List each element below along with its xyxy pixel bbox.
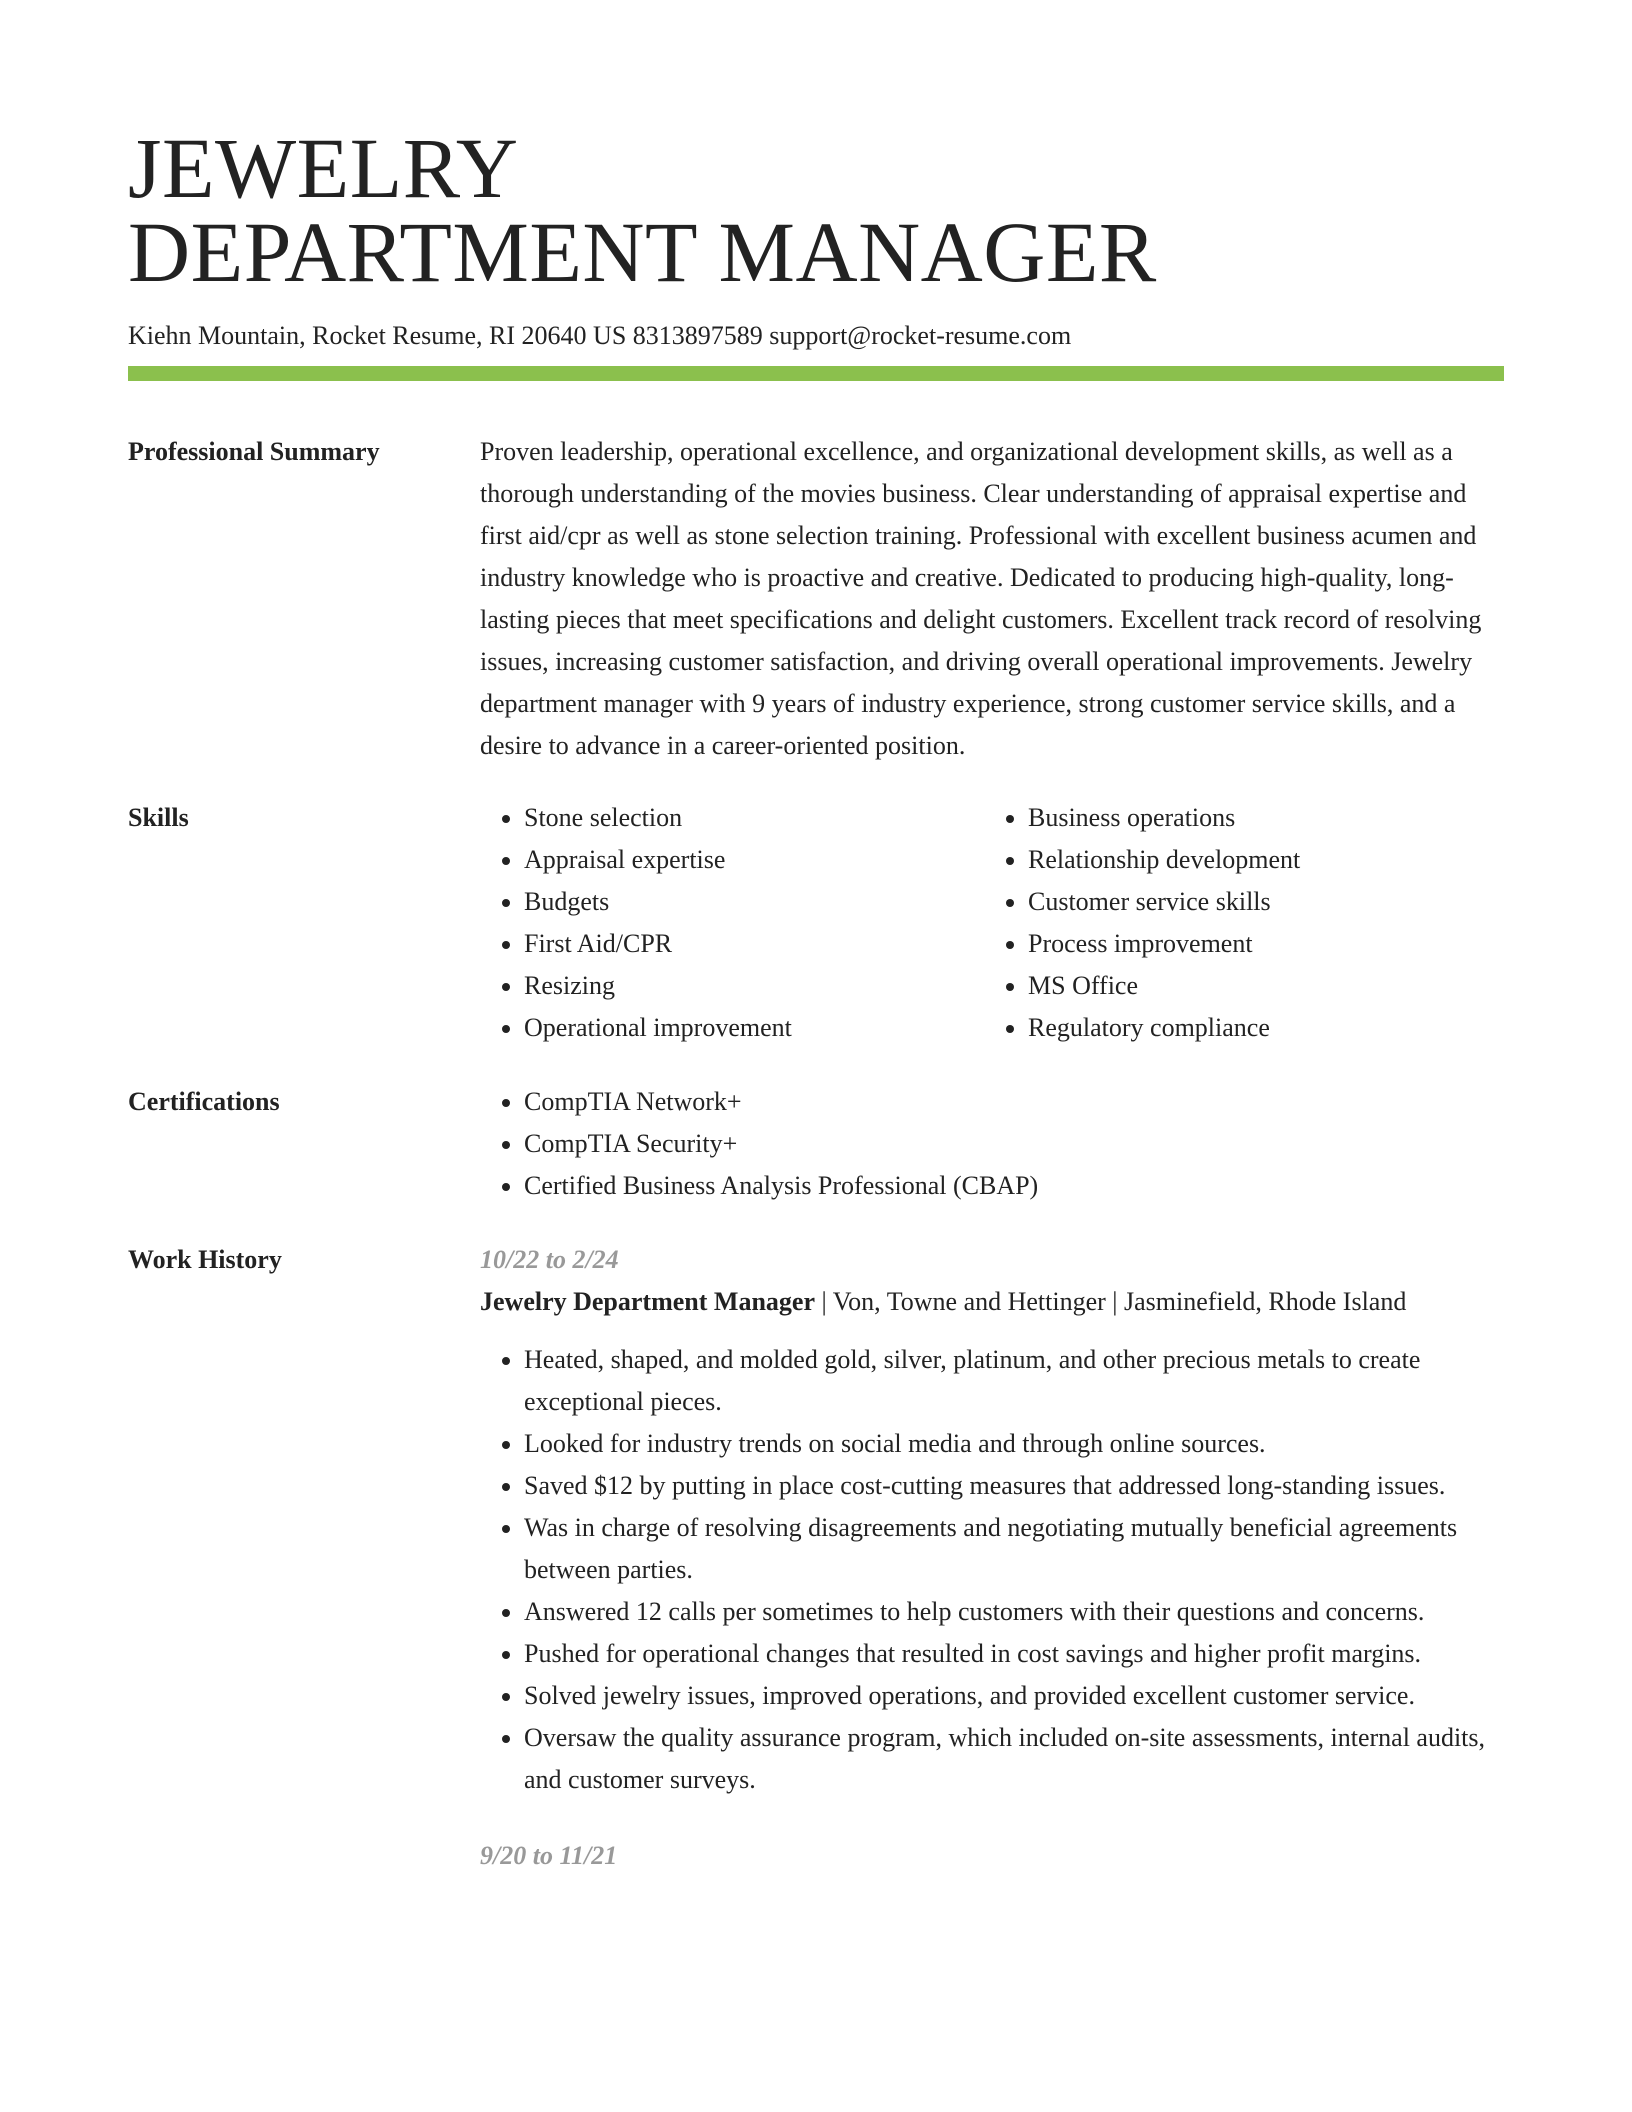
job-bullet: • Heated, shaped, and molded gold, silver, platinum, and other precious metals to create exceptional pieces. <box>524 1339 1504 1423</box>
certification-item: • CompTIA Security+ <box>524 1123 1504 1165</box>
certification-item: • CompTIA Network+ <box>524 1081 1504 1123</box>
summary-text: Proven leadership, operational excellence, and organizational development skills, as well as a thorough understanding of the movies business. Clear understanding of appraisal expertise and first aid/cpr as well as stone selection training. Professional with excellent business acumen and industry knowledge who is proactive and creative. Dedicated to producing high-quality, long-lasting pieces that meet specifications and delight customers. Excellent track record of resolving issues, increasing customer satisfaction, and driving overall operational improvements. Jewelry department manager with 9 years of industry experience, strong customer service skills, and a desire to advance in a career-oriented position. <box>480 437 1482 760</box>
job-bullet: • Solved jewelry issues, improved operations, and provided excellent customer service. <box>524 1675 1504 1717</box>
skill-item: • Stone selection <box>524 797 984 839</box>
skills-section <box>128 797 1504 1049</box>
resume-page <box>128 0 1504 1877</box>
certifications-label: Certifications <box>128 1087 280 1116</box>
job-title: Jewelry Department Manager <box>480 1287 815 1316</box>
summary-section <box>128 431 1504 767</box>
job-dates: 9/20 to 11/21 <box>480 1841 618 1870</box>
skill-item: • Operational improvement <box>524 1007 984 1049</box>
job-bullet: • Oversaw the quality assurance program, which included on-site assessments, internal audits, and customer surveys. <box>524 1717 1504 1801</box>
certifications-section <box>128 1081 1504 1207</box>
skill-item: • MS Office <box>1028 965 1504 1007</box>
contact-line: Kiehn Mountain, Rocket Resume, RI 20640 US 8313897589 support@rocket-resume.com <box>128 321 1072 350</box>
skill-item: • Customer service skills <box>1028 881 1504 923</box>
skill-item: • Budgets <box>524 881 984 923</box>
job-details: | Von, Towne and Hettinger | Jasminefield, Rhode Island <box>815 1287 1407 1316</box>
job-bullet: • Answered 12 calls per sometimes to help customers with their questions and concerns. <box>524 1591 1504 1633</box>
job-bullet: • Pushed for operational changes that resulted in cost savings and higher profit margins. <box>524 1633 1504 1675</box>
accent-divider <box>128 366 1504 381</box>
skill-item: • Regulatory compliance <box>1028 1007 1504 1049</box>
skills-label: Skills <box>128 803 189 832</box>
skills-list-right <box>984 797 1504 1049</box>
skill-item: • Appraisal expertise <box>524 839 984 881</box>
job-dates: 10/22 to 2/24 <box>480 1245 619 1274</box>
resume-title <box>128 0 1504 300</box>
certification-item: • Certified Business Analysis Professional (CBAP) <box>524 1165 1504 1207</box>
certifications-list <box>480 1081 1504 1207</box>
skill-item: • Process improvement <box>1028 923 1504 965</box>
job-bullet: • Looked for industry trends on social media and through online sources. <box>524 1423 1504 1465</box>
skill-item: • First Aid/CPR <box>524 923 984 965</box>
skill-item: • Business operations <box>1028 797 1504 839</box>
job-bullet: • Was in charge of resolving disagreements and negotiating mutually beneficial agreements between parties. <box>524 1507 1504 1591</box>
skill-item: • Resizing <box>524 965 984 1007</box>
title-line-2: DEPARTMENT MANAGER <box>128 204 1157 300</box>
job-bullets <box>480 1339 1504 1801</box>
work-history-label: Work History <box>128 1245 282 1274</box>
summary-label: Professional Summary <box>128 437 380 466</box>
work-history-section <box>128 1239 1504 1877</box>
skill-item: • Relationship development <box>1028 839 1504 881</box>
skills-list-left <box>480 797 984 1049</box>
job-header <box>480 1281 1504 1323</box>
title-line-1: JEWELRY <box>128 120 519 216</box>
job-bullet: • Saved $12 by putting in place cost-cutting measures that addressed long-standing issues. <box>524 1465 1504 1507</box>
